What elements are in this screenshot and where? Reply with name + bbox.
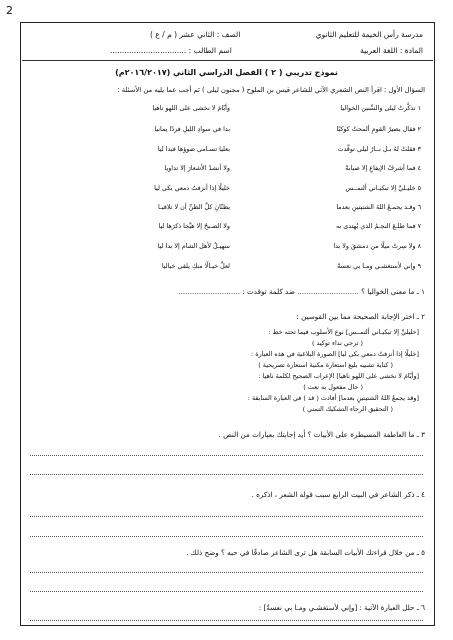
question-1: ١ ـ ما معنى الخواليا ؟ ........................... ضد كلمة توقدت : ........................... bbox=[178, 287, 425, 296]
q2a-options: ( ترجي نداء توكيد ) bbox=[311, 339, 363, 347]
verse-7-second: ولا الصـبحُ إلا هيَّجا ذكرَها ليا bbox=[158, 222, 230, 230]
q2a-stem: [خليليَّ إلا تبكيـاني ألتمــس] نوع الأسلوب فيما تحته خط : bbox=[268, 328, 419, 336]
verse-8-second: سهيـلٌ لأهل الشام إلا بدا ليا bbox=[157, 242, 230, 250]
answer-line bbox=[30, 591, 423, 592]
answer-line bbox=[30, 536, 423, 537]
q2b-stem: [خليلًا إذا أنزفتُ دمعي بكى ليا] الصورة البلاغية في هذه العبارة : bbox=[251, 350, 419, 358]
question-3: ٣ ـ ما العاطفة المسيطرة على الأبيات ؟ أيد إجابتك بعبارات من النص . bbox=[218, 430, 425, 439]
verse-8-first: ٨ ولا سِرتُ ميلًا من دمشقَ ولا بدا bbox=[333, 242, 421, 250]
q2d-stem: [وقد يجمعُ اللهُ الشتيتينِ بعدما] أفادت ( قد ) في العبارة السابقة : bbox=[247, 394, 419, 402]
verse-9-second: لعلَّ خيـالًا منكِ يلقى خياليا bbox=[161, 262, 230, 270]
verse-1-second: وأيّامَ لا نخشى على اللهو ناهيا bbox=[152, 104, 230, 112]
answer-line bbox=[30, 620, 423, 621]
answer-line bbox=[30, 455, 423, 456]
verse-3-first: ٣ فقلتُ لهُ بـل نــارُ ليلى توقَّدت bbox=[337, 145, 421, 153]
verse-6-first: ٦ وقـد يجمـعُ اللهُ الشتيتينِ بعدما bbox=[336, 203, 421, 211]
answer-line bbox=[30, 516, 423, 517]
verse-5-second: خليلًا إذا أنزفتُ دمعي بكى ليا bbox=[154, 184, 230, 192]
verse-3-second: بعليا تسـامى ضوؤها فبدا ليا bbox=[157, 145, 230, 153]
verse-5-first: ٥ خليـليَّ إلا تبكيـاني ألتمــس bbox=[345, 184, 421, 192]
student-name-field: اسم الطالب : ................................ bbox=[110, 46, 232, 55]
answer-line bbox=[30, 474, 423, 475]
verse-9-first: ٩ وإني لأستغشـي ومـا بي نعسةٌ bbox=[337, 262, 421, 270]
header-divider bbox=[22, 60, 433, 61]
verse-4-first: ٤ فما أشرفُ الإيفاعِ إلا صبابةً bbox=[345, 164, 421, 172]
exam-title: نموذج تدريبي ( ٢ ) الفصل الدراسي الثاني (٢٠١٦/٢٠١٧م) bbox=[115, 68, 338, 77]
q1-intro: السؤال الأول : اقرأ النص الشعري الآتي للشاعر قيس بن الملوح ( مجنون ليلى ) ثم أجب عما يليه من الأسئلة : bbox=[117, 86, 425, 94]
verse-6-second: يظنّانِ كلَّ الظنِّ أن لا تلاقيـا bbox=[158, 203, 230, 211]
verse-2-second: بدا في سوادِ الليلِ فردًا يمانيا bbox=[154, 125, 230, 133]
school-name: مدرسة رأس الخيمة للتعليم الثانوي bbox=[315, 30, 423, 39]
question-5: ٥ ـ من خلال قراءتك الأبيات السابقة هل ترى الشاعر صادقًا في حبه ؟ وضح ذلك . bbox=[186, 548, 425, 557]
q2d-options: ( التحقيق الرجاء التشكيك التمني ) bbox=[302, 405, 393, 413]
verse-2-first: ٢ فقال بصيرُ القومِ ألمحتُ كوكبًا bbox=[336, 125, 421, 133]
verse-4-second: ولا أنشدُ الأشعارَ إلا تداويا bbox=[164, 164, 230, 172]
question-4: ٤ ـ ذكر الشاعر في البيت الرابع سبب قوله الشعر ، اذكره . bbox=[251, 490, 425, 499]
grade-label: الصف : الثاني عشر ( م / ع ) bbox=[150, 30, 241, 39]
question-6: ٦ ـ حلل العبارة الآتية : [وإني لأستغشـي ومـا بي نعسةٌ] : bbox=[258, 603, 425, 612]
q2c-options: ( حال مفعول به نعت ) bbox=[303, 383, 363, 391]
q2c-stem: [وأيّامَ لا نخشى على اللهو ناهيا] الإعراب الصحيح لكلمة ناهيا : bbox=[258, 372, 419, 380]
subject-label: المادة : اللغة العربية bbox=[360, 46, 423, 55]
verse-7-first: ٧ فما طلـعَ النجـمُ الذي يُهتدى به bbox=[336, 222, 421, 230]
q2b-options: ( كناية تشبيه بليغ استعارة مكنية استعارة تصريحية ) bbox=[258, 361, 393, 369]
question-2: ٢ ـ اختر الإجابة الصحيحة مما بين القوسين : bbox=[296, 312, 425, 321]
answer-line bbox=[30, 572, 423, 573]
corner-mark: 2 bbox=[6, 4, 13, 17]
verse-1-first: ١ تذكَّرتُ ليلى والسِّنين الخواليا bbox=[340, 104, 421, 112]
